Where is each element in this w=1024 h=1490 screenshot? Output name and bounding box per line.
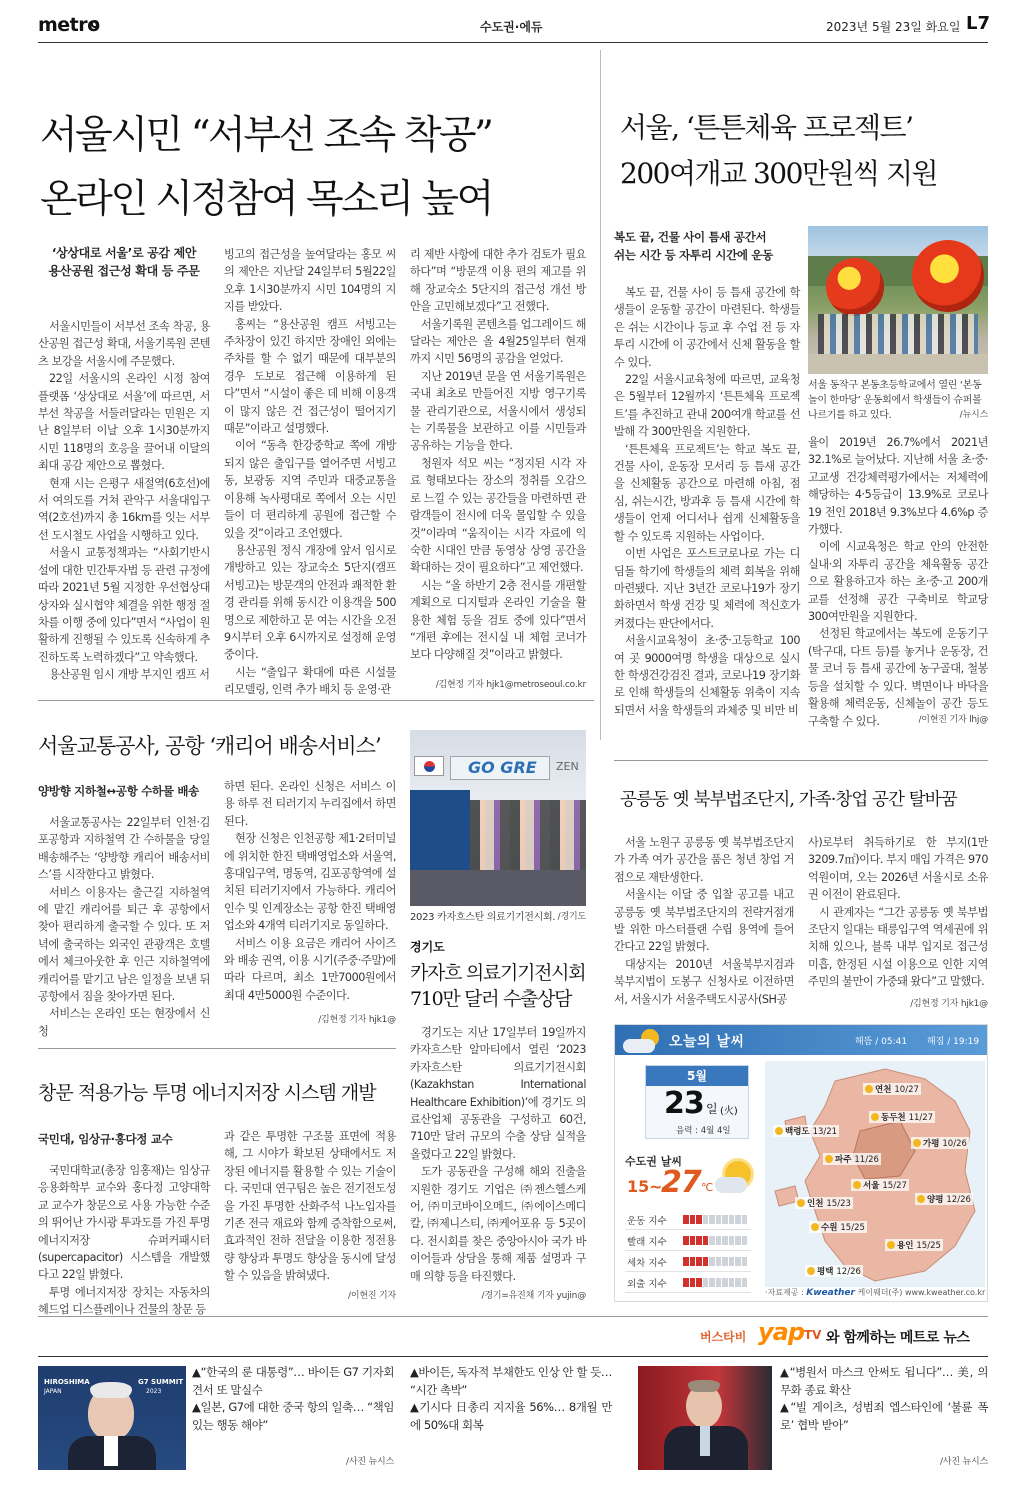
paragraph: 사)로부터 취득하기로 한 부지(1만3209.7㎡)이다. 부지 매입 가격은 970억원이며, 오는 2026년 서울시로 소유권 이전이 완료된다. (808, 836, 988, 902)
city-temp: 15/25 (916, 1241, 941, 1251)
city-temp: 11/26 (854, 1155, 879, 1165)
article1-subhead: ‘상상대로 서울’로 공감 제안 용산공원 접근성 확대 등 주문 (48, 246, 200, 278)
booth-sign-text-2: ZEN (556, 760, 579, 773)
section-rule (38, 700, 594, 701)
article2-col1 (614, 284, 800, 719)
weather-box (614, 1024, 988, 1302)
city-name: 백령도 (785, 1127, 813, 1137)
paragraph: 도가 공동관을 구성해 해외 진출을 지원한 경기도 기업은 ㈜젠스헬스케어, ㈜미코바이오메드, ㈜에이스메디칼, ㈜제니스티, ㈜케어포유 등 5곳이다. 전시회를 찾은 중앙아시아 국가 바이어들과 상담을 통해 제품 설명과 구매 의향 등을 타진했다. (410, 1165, 586, 1283)
city-temp: 12/26 (836, 1267, 861, 1277)
article3-headline: 서울교통공사, 공항 ‘캐리어 배송서비스’ (38, 734, 381, 758)
city-temp-label (773, 1125, 839, 1137)
date-card (645, 1065, 749, 1139)
header-rule (38, 42, 988, 43)
biden-thumbnail (38, 1366, 186, 1470)
article4-credit: /경기=유진채 기자 yujin@ (481, 1291, 586, 1301)
article3-col2 (224, 778, 396, 1004)
city-temp: 11/27 (908, 1113, 934, 1123)
article1-col1 (38, 318, 210, 684)
footer-news3-credit: /사진 뉴시스 (940, 1457, 988, 1467)
weather-index-bar (683, 1278, 747, 1287)
paragraph: 서울시교육청이 초·중·고등학교 100여 곳 9000여명 학생을 대상으로 실시한 학생건강검진 결과, 코로나19 장기화로 인해 학생들의 신체활동 위축이 지속되면서 서울 학생들의 과체중 및 비만 비 (614, 634, 800, 717)
weather-indices (625, 1209, 751, 1293)
sunrise-text: 해뜸 / 05:41 (855, 1037, 908, 1047)
paragraph: 시 관계자는 “그간 공릉동 옛 북부법조단지 일대는 태릉입구역 역세권에 위치해 있으나, 블록 내부 입지로 접근성 미흡, 한정된 시설 이용으로 인한 지역 주민의 불만이 가중돼 왔다”고 말했다. (808, 905, 988, 989)
weather-index-label: 운동 지수 (627, 1216, 667, 1227)
city-temp-label (823, 1153, 881, 1165)
weather-title: 오늘의 날씨 (669, 1034, 745, 1050)
weather-source: ·자료제공 : Kweather 케이웨더(주) www.kweather.co.kr (765, 1288, 986, 1298)
weather-index-row (625, 1251, 751, 1272)
paragraph: 서울시민들이 서부선 조속 착공, 용산공원 접근성 확대, 서울기록원 콘텐츠 보강을 서울시에 주문했다. (38, 320, 210, 368)
paragraph: 용산공원 정식 개장에 앞서 임시로 개방하고 있는 장교숙소 5단지(캠프 서빙고)는 방문객의 안전과 쾌적한 환경 관리를 위해 동시간 이용객을 500명으로 제한하고 문 여는 시간을 오전 9시부터 오후 6시까지로 설정해 운영 중이다. (224, 543, 396, 662)
banner-suffix: 와 함께하는 메트로 뉴스 (826, 1330, 970, 1346)
article6-subhead: 국민대, 임상규·홍다정 교수 (38, 1132, 173, 1146)
weather-index-label: 외출 지수 (627, 1279, 667, 1290)
weather-index-label: 빨래 지수 (627, 1237, 667, 1248)
paragraph: 하면 된다. 온라인 신청은 서비스 이용 하루 전 티러기지 누리집에서 하면 된다. (224, 780, 396, 828)
paragraph: 서비스는 온라인 또는 현장에서 신청 (38, 1007, 210, 1038)
weather-index-row (625, 1272, 751, 1293)
article1-credit: /김현정 기자 hjk1@metroseoul.co.kr (435, 680, 586, 690)
city-temp-label (851, 1179, 909, 1191)
paragraph: 청원자 석모 씨는 “정지된 시각 자료 형태보다는 장소의 정취를 오감으로 느낄 수 있는 공간들을 마련하면 관람객들이 전시에 더욱 몰입할 수 있을 것”이라며 “움직이는 시각 자료에 익숙한 시대인 만큼 동영상 상영 공간을 확대하는 것이 필요하다”고 제언했다. (410, 456, 586, 575)
weather-index-bar (683, 1257, 747, 1266)
city-temp-label (795, 1197, 853, 1209)
paragraph: 서비스 이용자는 출근길 지하철역에 맡긴 캐리어를 퇴근 후 공항에서 찾아 편리하게 출국할 수 있다. 또 저녁에 출국하는 외국인 관광객은 호텔에서 체크아웃한 후 인근 지하철역에 캐리어를 맡기고 남은 일정을 보낸 뒤 공항에서 짐을 찾아가면 된다. (38, 885, 210, 1004)
article4-kicker: 경기도 (410, 940, 445, 954)
sun-icon (887, 1241, 895, 1249)
sun-icon (775, 1127, 783, 1135)
article5-col1 (614, 834, 794, 1008)
sun-icon (865, 1085, 873, 1093)
city-temp-label (869, 1111, 935, 1123)
weekday: (火) (720, 1106, 738, 1117)
column-divider (600, 50, 601, 740)
thumb-text-2: JAPAN (44, 1388, 62, 1395)
paragraph: 국민대학교(총장 임홍재)는 임상규 응용화학부 교수와 홍다정 고양대학교 교수가 창문으로 사용 가능한 수준의 뛰어난 가시광 투과도를 가진 투명 에너지저장 슈퍼커패시터(supercapacitor) 시스템을 개발했다고 22일 밝혔다. (38, 1164, 210, 1282)
city-temp: 15/25 (840, 1223, 865, 1233)
paragraph: 이어 “동측 한강중학교 쪽에 개방되지 않은 출입구를 열어주면 서빙고동, 보광동 지역 주민과 대중교통을 이용해 녹사평대로 쪽에서 오는 시민들이 더 편리하게 공원에 접근할 수 있을 것”이라고 조언했다. (224, 439, 396, 540)
footer-news1 (192, 1364, 394, 1434)
article4-body (410, 1024, 586, 1285)
paragraph: 경기도는 지난 17일부터 19일까지 카자흐스탄 알마티에서 열린 ‘2023 카자흐스탄 의료기기전시회(Kazakhstan International Healthcare Exhibition)’에 경기도 의료산업체 공동관을 구성하고 60건, 710만 달러 규모의 수출 상담 실적을 올렸다고 22일 밝혔다. (410, 1026, 586, 1161)
issue-date: 2023년 5월 23일 화요일 (826, 20, 961, 34)
paragraph: 서울 노원구 공릉동 옛 북부법조단지가 가족 여가 공간을 품은 청년 창업 거점으로 재탄생한다. (614, 836, 794, 884)
footer-news2 (410, 1364, 612, 1434)
sun-icon (913, 1139, 921, 1147)
sun-icon (853, 1181, 861, 1189)
sun-icon (807, 1267, 815, 1275)
article3-subhead: 양방향 지하철↔공항 수하물 배송 (38, 784, 199, 798)
city-name: 용인 (897, 1241, 917, 1251)
article4-headline-line2: 710만 달러 수출상담 (410, 988, 572, 1010)
page-header (0, 0, 1024, 42)
article1-headline-line1: 서울시민 “서부선 조속 착공” (40, 113, 492, 158)
article2-headline-line2: 200여개교 300만원씩 지원 (620, 157, 938, 190)
article6-col1 (38, 1162, 210, 1319)
paragraph: 복도 끝, 건물 사이 등 틈새 공간에 학생들이 운동할 공간이 마련된다. 학생들은 쉬는 시간이나 등교 후 수업 전 등 자투리 시간에 이 공간에서 신체 활동을 할 수 있다. (614, 286, 800, 369)
thumb-text-1: HIROSHIMA (44, 1378, 90, 1386)
city-temp-label (805, 1265, 863, 1277)
paragraph: 지난 2019년 문을 연 서울기록원은 국내 최초로 만들어진 지방 영구기록물 관리기관으로, 서울시에서 생성되는 기록물을 보관하고 이를 시민들과 공유하는 기능을 한다. (410, 369, 586, 453)
footer-news3 (780, 1364, 988, 1434)
thumb-text-3: G7 SUMMIT (138, 1378, 184, 1386)
paragraph: 이에 시교육청은 학교 안의 안전한 실내·외 자투리 공간을 체육활동 공간으로 활용하고자 하는 초·중·고 200개교를 선정해 공간 구축비로 학교당 300여만원을 지원한다. (808, 540, 988, 624)
paragraph: 홍씨는 “용산공원 캠프 서빙고는 주차장이 있긴 하지만 장애인 외에는 주차를 할 수 없기 때문에 대부분의 경우 도보로 접근해 이용하게 된다”면서 “시설이 좋은 데 비해 이용객이 많지 않은 건 접근성이 떨어지기 때문”이라고 설명했다. (224, 317, 396, 436)
article6-credit: /이현진 기자 (348, 1291, 396, 1301)
article2-col2 (808, 434, 988, 730)
paragraph: 이번 사업은 포스트코로나로 가는 디딤돌 학기에 학생들의 체력 회복을 위해 마련됐다. 지난 3년간 코로나19가 장기화하면서 학생 건강 및 체력에 적신호가 켜졌다는 판단에서다. (614, 547, 800, 630)
paragraph: 빙고의 접근성을 높여달라는 홍모 씨의 제안은 지난달 24일부터 5월22일 오후 1시30분까지 시민 104명의 지지를 받았다. (224, 248, 396, 314)
city-temp: 13/21 (812, 1127, 838, 1137)
article1-headline-line2: 온라인 시정참여 목소리 높여 (40, 177, 492, 222)
sun-icon (797, 1199, 805, 1207)
article1-col3 (410, 246, 586, 664)
temp-dash: ~ (649, 1177, 663, 1196)
flag-icon (414, 756, 444, 776)
city-temp: 10/26 (942, 1139, 967, 1149)
gates-thumbnail (638, 1366, 772, 1470)
city-name: 양평 (927, 1195, 947, 1205)
paragraph: ▲기시다 日총리 지지율 56%… 8개월 만에 50%대 회복 (410, 1400, 612, 1432)
footer-banner (700, 1318, 988, 1352)
article1-col2 (224, 246, 396, 699)
city-temp-label (911, 1137, 969, 1149)
sunset-text: 해짐 / 19:19 (927, 1037, 980, 1047)
article2-subhead: 복도 끝, 건물 사이 틈새 공간서 쉬는 시간 등 자투리 시간에 운동 (614, 230, 774, 262)
city-name: 연천 (875, 1085, 895, 1095)
sun-icon (871, 1113, 879, 1121)
article2-headline-line1: 서울, ‘튼튼체육 프로젝트’ (620, 111, 913, 144)
article5-credit: /김현정 기자 hjk1@ (910, 999, 988, 1009)
low-temp: 15 (627, 1177, 650, 1196)
paragraph: ▲“병원서 마스크 안써도 됩니다”… 美, 의무화 종료 확산 (780, 1365, 988, 1397)
banner-prefix: 버스타비 (700, 1330, 747, 1344)
paragraph: ▲바이든, 독자적 부채한도 인상 안 할 듯… “시간 촉박” (410, 1365, 612, 1397)
medical-expo-photo (410, 730, 586, 906)
page-number: L7 (966, 13, 990, 34)
paragraph: ▲“한국의 룬 대통령”… 바이든 G7 기자회견서 또 말실수 (192, 1365, 394, 1397)
city-temp: 15/27 (882, 1181, 907, 1191)
cloud-sun-icon (623, 1029, 663, 1053)
article4-headline-line1: 카자흐 의료기기전시회 (410, 962, 586, 984)
city-temp-label (885, 1239, 943, 1251)
paragraph: 선정된 학교에서는 복도에 운동기구(탁구대, 다트 등)를 놓거나 운동장, 건물 코너 등 틈새 공간에 농구골대, 철봉 등을 설치할 수 있다. 벽면이나 바닥을 활용해 체력운동, 신체놀이 공간 등도 구축할 수 있다. (808, 627, 988, 728)
article5-headline: 공릉동 옛 북부법조단지, 가족·창업 공간 탈바꿈 (620, 790, 957, 810)
paragraph: 과 같은 투명한 구조물 표면에 적용해, 그 시야가 확보된 상태에서도 저장된 에너지를 활용할 수 있는 기술이다. 국민대 연구팀은 높은 전기전도성을 가진 투명한 산화주석 나노입자를 기존 전극 재료와 함께 증착함으로써, 효과적인 전하 전달을 이용한 정전용량 향상과 투명도 향상을 동시에 달성할 수 있음을 밝혀냈다. (224, 1130, 396, 1283)
city-temp-label (809, 1221, 867, 1233)
day-number: 23 (664, 1086, 704, 1121)
paragraph: 서울시 교통정책과는 “사회기반시설에 대한 민간투자법 등 관련 규정에 따라 2021년 5월 지정한 우선협상대상자와 실시협약 체결을 위한 행정 절차를 이행 중에 있다”면서 “사업이 원활하게 진행될 수 있도록 신속하게 추진하도록 노력하겠다”고 약속했다. (38, 546, 210, 664)
article5-col2 (808, 834, 988, 991)
city-temp: 12/26 (946, 1195, 971, 1205)
city-name: 파주 (835, 1155, 855, 1165)
city-name: 수원 (821, 1223, 841, 1233)
city-temp: 10/27 (894, 1085, 919, 1095)
banner-tv: TV (804, 1328, 822, 1342)
paragraph: 현재 시는 은평구 새절역(6호선)에서 여의도를 거쳐 관악구 서울대입구역(2호선)까지 총 16km를 잇는 서부선 도시철도 사업을 시행하고 있다. (38, 476, 210, 542)
article6-top-rule (38, 1048, 396, 1049)
paragraph: 현장 신청은 인천공항 제1·2터미널에 위치한 한진 택배영업소와 서울역, 홍대입구역, 명동역, 김포공항역에 설치된 티러기지에서 가능하다. 캐리어 인수 및 인계장소는 공항 한진 택배영업소와 4개역 티러기지로 동일하다. (224, 832, 396, 933)
city-temp-label (863, 1083, 921, 1095)
paragraph: 시는 “출입구 확대에 따른 시설물 리모델링, 인력 추가 배치 등 운영·관 (224, 665, 396, 697)
article3-credit: /김현정 기자 hjk1@ (318, 1015, 396, 1025)
paragraph: ▲일본, G7에 대한 중국 항의 일축… “책임있는 행동 해야” (192, 1400, 394, 1432)
paragraph: 투명 에너지저장 장치는 자동차의 헤드업 디스플레이나 건물의 창문 등 (38, 1285, 210, 1317)
yap-logo: yap (758, 1318, 805, 1346)
sunny-cloud-icon (715, 1157, 755, 1197)
high-temp: 27 (661, 1165, 701, 1200)
article4-photo-caption: 2023 카자흐스탄 의료기기전시회. /경기도 (410, 912, 586, 923)
temp-unit: ℃ (701, 1181, 714, 1194)
paragraph: 율이 2019년 26.7%에서 2021년 32.1%로 늘어났다. 지난해 서울 초·중·고교생 건강체력평가에서는 저체력에 해당하는 4·5등급이 13.9%로 코로나19 전인 2018년 9.3%보다 4.6%p 증가했다. (808, 436, 988, 537)
article2-credit: /이현진 기자 lhj@ (918, 715, 988, 725)
paragraph: 22일 서울시교육청에 따르면, 교육청은 5월부터 12월까지 ‘튼튼체육 프로젝트’를 추진하고 관내 200여개 학교를 선발해 각 300만원을 지원한다. (614, 373, 800, 439)
city-name: 서울 (863, 1181, 883, 1191)
logo-dot-icon (91, 20, 99, 28)
city-temp-label (915, 1193, 973, 1205)
month-label: 5월 (646, 1066, 748, 1086)
day-suffix: 일 (706, 1102, 718, 1116)
weather-index-label: 세차 지수 (627, 1258, 667, 1269)
city-name: 가평 (923, 1139, 943, 1149)
article6-col2 (224, 1128, 396, 1285)
kweather-logo: Kweather (806, 1288, 855, 1298)
paragraph: ‘튼튼체육 프로젝트’는 학교 복도 끝, 건물 사이, 운동장 모서리 등 틈새 공간을 신체활동 공간으로 마련해 아침, 점심, 쉬는시간, 방과후 등 틈새 시간에 학생들이 언제 어디서나 쉽게 신체활동을 할 수 있도록 지원하는 사업이다. (614, 442, 800, 543)
sun-icon (917, 1195, 925, 1203)
paragraph: 서비스 이용 요금은 캐리어 사이즈와 배송 권역, 이용 시기(주중·주말)에 따라 다르며, 최소 1만7000원에서 최대 4만5000원 수준이다. (224, 936, 396, 1002)
paragraph: 시는 “올 하반기 2층 전시를 개편할 계획으로 디지털과 온라인 기술을 활용한 체험 등을 검토 중에 있다”면서 “개편 후에는 전시실 내 체험 코너가 보다 다양해질 것”이라고 밝혔다. (410, 578, 586, 662)
article2-photo-caption: 서울 동작구 본동초등학교에서 열린 ‘본동 놀이 한마당’ 운동회에서 학생들이 슈퍼볼 나르기를 하고 있다. /뉴시스 (808, 380, 988, 421)
paragraph: 용산공원 임시 개방 부지인 캠프 서 (49, 668, 210, 682)
sports-day-photo (808, 226, 988, 374)
section-label: 수도권·에듀 (480, 20, 543, 34)
city-name: 동두천 (881, 1113, 909, 1123)
sun-icon (811, 1223, 819, 1231)
article6-headline: 창문 적용가능 투명 에너지저장 시스템 개발 (38, 1082, 376, 1104)
weather-index-bar (683, 1236, 747, 1245)
footer-rule-2 (38, 1356, 988, 1357)
footer-news1-credit: /사진 뉴시스 (346, 1457, 394, 1467)
paragraph: 리 제반 사항에 대한 추가 검토가 필요하다”며 “방문객 이용 편의 제고를 위해 장교숙소 5단지의 접근성 개선 방안을 고민해보겠다”고 전했다. (410, 248, 586, 314)
weather-index-row (625, 1209, 751, 1230)
paragraph: 서울시는 이달 중 입찰 공고를 내고 공릉동 옛 북부법조단지의 전략거점개발 위한 마스터플랜 수립 용역에 들어간다고 22일 밝혔다. (614, 888, 794, 954)
article5-top-rule (614, 760, 988, 761)
thumb-text-4: 2023 (146, 1388, 162, 1395)
paragraph: 22일 서울시의 온라인 시정 참여 플랫폼 ‘상상대로 서울’에 따르면, 서부선 착공을 서둘러달라는 민원은 지난 8일부터 이날 오후 1시30분까지 시민 118명의 호응을 끌어내 이달의 최대 공감 제안으로 뽑혔다. (38, 372, 210, 473)
city-temp: 15/23 (826, 1199, 851, 1209)
lunar-date: 음력 : 4월 4일 (676, 1126, 731, 1136)
capital-weather-label: 수도권 날씨 (625, 1155, 682, 1168)
paragraph: ▲“빌 게이츠, 성범죄 엡스타인에 ‘불륜 폭로’ 협박 받아” (780, 1400, 988, 1432)
weather-index-bar (683, 1215, 747, 1224)
paragraph: 서울기록원 콘텐츠를 업그레이드 해달라는 제안은 올 4월25일부터 현재까지 시민 56명의 공감을 얻었다. (410, 317, 586, 366)
article3-col1 (38, 814, 210, 1040)
weather-index-row (625, 1230, 751, 1251)
city-name: 평택 (817, 1267, 837, 1277)
metro-logo: metro (38, 14, 100, 36)
sun-icon (825, 1155, 833, 1163)
footer-rule (38, 1316, 988, 1317)
paragraph: 대상지는 2010년 서울북부지검과 북부지법이 도봉구 신청사로 이전하면서, 서울시가 서울주택도시공사(SH공 (614, 957, 794, 1006)
booth-sign-text: GO GRE (468, 758, 537, 777)
city-name: 인천 (807, 1199, 827, 1209)
paragraph: 서울교통공사는 22일부터 인천·김포공항과 지하철역 간 수하물을 당일 배송해주는 ‘양방향 캐리어 배송서비스’를 시작한다고 밝혔다. (38, 816, 210, 882)
